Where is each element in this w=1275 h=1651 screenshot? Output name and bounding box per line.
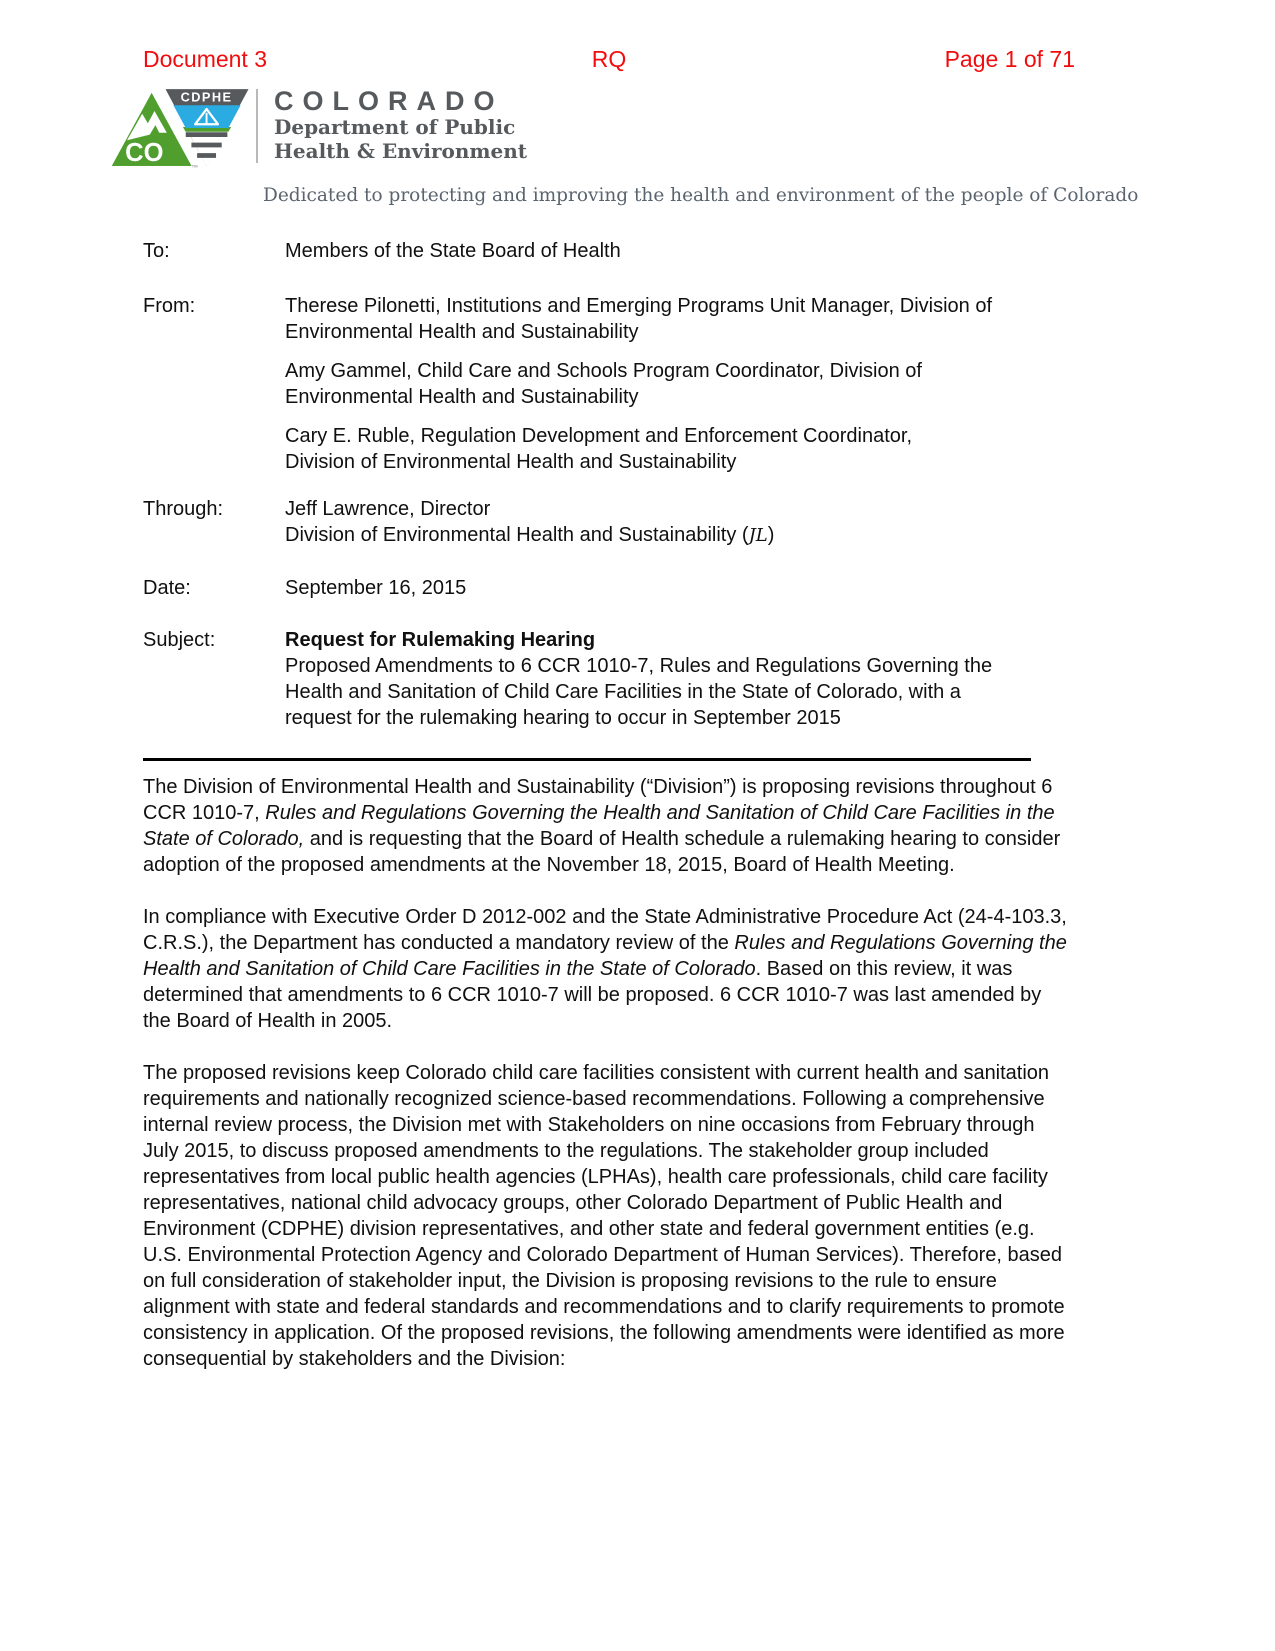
paragraph-text: The Division of Environmental Health and Sustainability (“Division”) is proposing revisions throughout 6 CCR 1010-7, <box>143 776 1053 824</box>
from-entry-line: Amy Gammel, Child Care and Schools Program Coordinator, Division of <box>285 360 922 382</box>
memo-fields <box>143 238 1075 731</box>
cdphe-emblem-icon <box>110 85 252 171</box>
paragraph-text: . Based on this review, it was determined that amendments to 6 CCR 1010-7 will be proposed. 6 CCR 1010-7 was last amended by the Board of Health in 2005. <box>143 958 1042 1032</box>
paragraph-italic-text: Rules and Regulations Governing the Health and Sanitation of Child Care Facilities in the State of Colorado, <box>143 802 1055 850</box>
from-entry-line: Therese Pilonetti, Institutions and Emerging Programs Unit Manager, Division of <box>285 295 993 317</box>
through-line2 <box>285 522 1075 549</box>
through-line2-close: ) <box>767 524 775 546</box>
memo-row-from <box>143 293 1075 475</box>
memo-row-through <box>143 496 1075 549</box>
through-line2-text: Division of Environmental Health and Sustainability ( <box>285 524 749 546</box>
body-paragraph-1 <box>143 774 1068 878</box>
from-entry-line: Division of Environmental Health and Sustainability <box>285 451 737 473</box>
paragraph-text: and is requesting that the Board of Health schedule a rulemaking hearing to consider adoption of the proposed amendments at the November 18, 2015, Board of Health Meeting. <box>143 828 1061 876</box>
memo-body <box>143 774 1068 1372</box>
from-entry <box>285 423 1075 475</box>
memo-separator-rule <box>143 758 1031 761</box>
date-label: Date: <box>143 577 191 599</box>
from-entry-line: Cary E. Ruble, Regulation Development and Enforcement Coordinator, <box>285 425 913 447</box>
logo-tagline: Dedicated to protecting and improving the health and environment of the people of Colorado <box>263 185 1139 206</box>
body-paragraph-2 <box>143 904 1068 1034</box>
to-label: To: <box>143 240 170 262</box>
to-value: Members of the State Board of Health <box>285 240 621 262</box>
from-entry <box>285 293 1075 345</box>
page-number-label: Page 1 of 71 <box>944 46 1076 72</box>
from-value <box>285 293 1075 475</box>
subject-line: Health and Sanitation of Child Care Facilities in the State of Colorado, with a <box>285 681 961 703</box>
date-value: September 16, 2015 <box>285 577 467 599</box>
from-label: From: <box>143 295 196 317</box>
subject-value <box>285 627 1075 731</box>
memo-row-to <box>143 238 1075 264</box>
from-entry <box>285 358 1075 410</box>
logo-divider <box>256 89 258 163</box>
logo-wordmark: COLORADO <box>274 86 504 116</box>
logo-wordmark-block <box>274 85 527 163</box>
subject-line: request for the rulemaking hearing to occur in September 2015 <box>285 707 841 729</box>
memo-row-date <box>143 575 1075 601</box>
svg-text:CDPHE: CDPHE <box>180 89 233 105</box>
svg-text:™: ™ <box>191 164 199 171</box>
paragraph-italic-text: Rules and Regulations Governing the Health and Sanitation of Child Care Facilities in the State of Colorado <box>143 932 1067 980</box>
logo-dept-line2: Health & Environment <box>274 139 528 163</box>
paragraph-text: The proposed revisions keep Colorado child care facilities consistent with current health and sanitation requirements and nationally recognized science-based recommendations. Following a comprehensive internal review process, the Division met with Stakeholders on nine occasions from February through July 2015, to discuss proposed amendments to the regulations. The stakeholder group included representatives from local public health agencies (LPHAs), health care professionals, child care facility representatives, national child advocacy groups, other Colorado Department of Public Health and Environment (CDPHE) division representatives, and other state and federal government entities (e.g. U.S. Environmental Protection Agency and Colorado Department of Human Services). Therefore, based on full consideration of stakeholder input, the Division is proposing revisions to the rule to ensure alignment with state and federal standards and recommendations and to clarify requirements to promote consistency in application. Of the proposed revisions, the following amendments were identified as more consequential by stakeholders and the Division: <box>143 1062 1065 1370</box>
rq-label: RQ <box>591 46 627 72</box>
subject-label: Subject: <box>143 629 216 651</box>
through-line1: Jeff Lawrence, Director <box>285 498 491 520</box>
svg-text:CO: CO <box>125 139 164 168</box>
through-value <box>285 496 1075 549</box>
logo-dept-line1: Department of Public <box>274 115 516 139</box>
paragraph-text: In compliance with Executive Order D 2012-002 and the State Administrative Procedure Act (24-4-103.3, C.R.S.), the Department has conducted a mandatory review of the <box>143 906 1067 954</box>
cdphe-logo-block <box>110 85 1275 171</box>
from-entry-line: Environmental Health and Sustainability <box>285 321 639 343</box>
from-entry-line: Environmental Health and Sustainability <box>285 386 639 408</box>
memo-row-subject <box>143 627 1075 731</box>
through-label: Through: <box>143 498 224 520</box>
body-paragraph-3 <box>143 1060 1068 1372</box>
subject-title: Request for Rulemaking Hearing <box>285 629 596 651</box>
document-number-label: Document 3 <box>143 46 268 72</box>
signature-initials: JL <box>748 525 768 546</box>
subject-line: Proposed Amendments to 6 CCR 1010-7, Rules and Regulations Governing the <box>285 655 993 677</box>
page-header <box>143 46 1075 73</box>
